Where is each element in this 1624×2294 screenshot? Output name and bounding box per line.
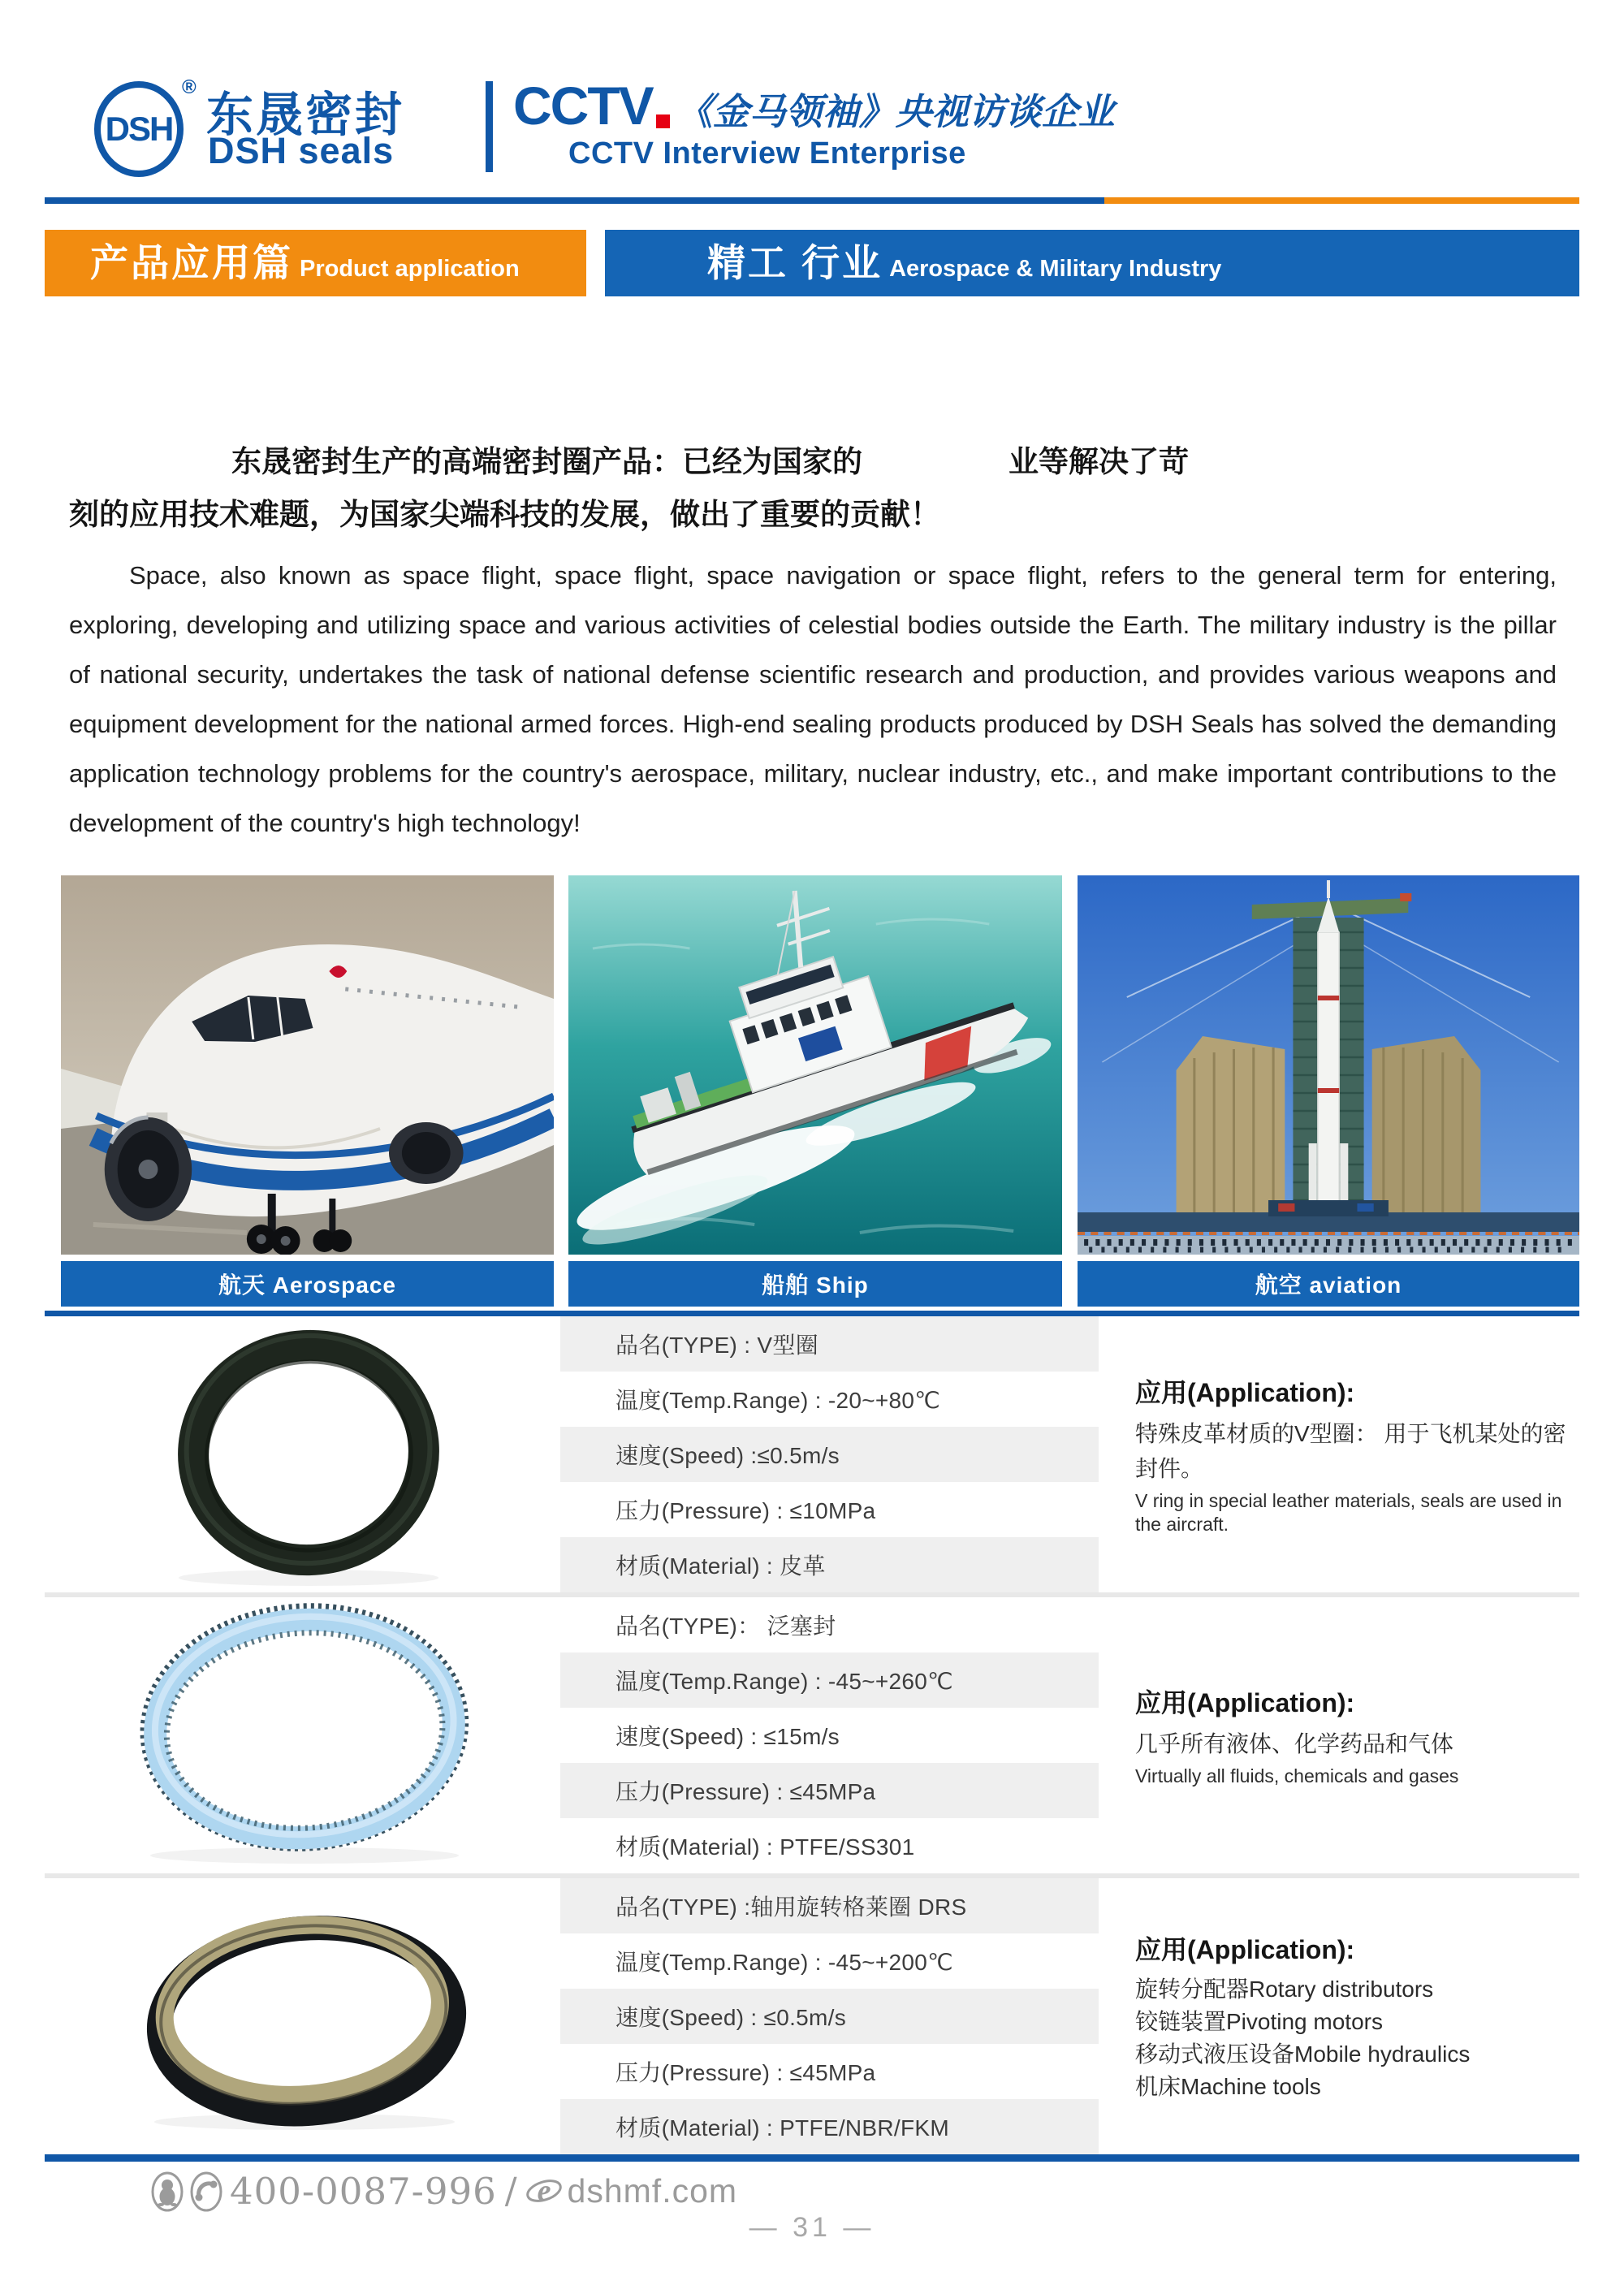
spec-text: 温度(Temp.Range) : -20~+80℃ [615, 1388, 941, 1413]
cctv-logo: CCTV [513, 76, 653, 136]
v-ring-illustration [61, 1316, 556, 1592]
rocket-illustration [1078, 875, 1579, 1255]
spec-text: 品名(TYPE) :轴用旋转格莱圈 DRS [615, 1894, 967, 1920]
spec-row [560, 1372, 1099, 1427]
footer-separator: / [504, 2171, 517, 2212]
spring-seal-illustration [61, 1597, 556, 1873]
page-number: — 31 — [749, 2212, 875, 2243]
spec-row [560, 1652, 1099, 1708]
phone-number: 400-0087-996 [230, 2170, 497, 2213]
application-line: 铰链装置Pivoting motors [1135, 2009, 1383, 2034]
dsh-logo-text: DSH [105, 110, 173, 148]
aviation-photo [1078, 875, 1579, 1255]
spec-text: 温度(Temp.Range) : -45~+200℃ [615, 1950, 953, 1975]
application-spring-seal [1135, 1597, 1578, 1873]
cctv-red-dot-icon [656, 114, 670, 128]
application-title: 应用(Application): [1135, 1688, 1355, 1717]
spec-row [560, 1427, 1099, 1482]
airplane-illustration [61, 875, 554, 1255]
banner-product-application-en: Product application [300, 256, 520, 282]
spec-table-drs [560, 1878, 1099, 2154]
application-drs [1135, 1878, 1578, 2154]
spec-row [560, 1708, 1099, 1763]
headline-line2: 刻的应用技术难题，为国家尖端科技的发展，做出了重要的贡献！ [69, 498, 940, 531]
spec-table-spring-seal [560, 1597, 1099, 1873]
application-title: 应用(Application): [1135, 1378, 1355, 1407]
application-cn: 几乎所有液体、化学药品和气体 [1135, 1731, 1454, 1756]
aerospace-photo [61, 875, 554, 1255]
headline-part-a: 东晟密封生产的高端密封圈产品：已经为国家的 [231, 445, 862, 478]
dsh-logo-circle-icon [94, 81, 184, 177]
ship-illustration [568, 875, 1062, 1255]
svg-text:e: e [537, 2173, 551, 2208]
spec-text: 速度(Speed) : ≤15m/s [615, 1724, 840, 1749]
spec-text: 速度(Speed) : ≤0.5m/s [615, 2005, 847, 2030]
product-row-spring-seal [45, 1597, 1579, 1873]
spec-row [560, 1818, 1099, 1873]
caption-aviation: 航空 aviation [1078, 1261, 1579, 1307]
cctv-brand-line [513, 75, 1115, 136]
spec-text: 温度(Temp.Range) : -45~+260℃ [615, 1669, 953, 1694]
spec-text: 压力(Pressure) : ≤45MPa [615, 2060, 876, 2085]
spec-row [560, 2044, 1099, 2099]
spec-row [560, 1597, 1099, 1652]
spec-row [560, 1763, 1099, 1818]
banner-product-application-cn: 产品应用篇 [90, 241, 293, 284]
phone-icon [189, 2171, 223, 2212]
v-ring-seal-image [61, 1316, 556, 1592]
spec-row [560, 1537, 1099, 1592]
product-row-drs [45, 1878, 1579, 2154]
spec-row [560, 1878, 1099, 1933]
application-line: 旋转分配器Rotary distributors [1135, 1976, 1434, 2002]
spec-row [560, 1482, 1099, 1537]
banner-product-application [45, 230, 586, 296]
spec-table-v-ring [560, 1316, 1099, 1592]
application-line: 机床Machine tools [1135, 2074, 1321, 2099]
drs-seal-image [61, 1878, 556, 2154]
application-title: 应用(Application): [1135, 1935, 1355, 1964]
cctv-program-title: 《金马领袖》央视访谈企业 [676, 91, 1115, 132]
spec-text: 材质(Material) : 皮革 [615, 1553, 826, 1579]
header-rule-blue [45, 197, 1104, 204]
spec-text: 品名(TYPE)： 泛塞封 [615, 1614, 836, 1639]
ie-icon [525, 2173, 563, 2210]
application-cn: 特殊皮革材质的V型圈： 用于飞机某处的密封件。 [1135, 1421, 1566, 1481]
drs-seal-illustration [61, 1878, 556, 2154]
spec-text: 压力(Pressure) : ≤45MPa [615, 1779, 876, 1804]
website: dshmf.com [567, 2172, 738, 2210]
headline-line1 [231, 437, 1189, 481]
caption-ship: 船舶 Ship [568, 1261, 1062, 1307]
intro-paragraph: Space, also known as space flight, space flight, space navigation or space flight, refers to the general term for entering, exploring, developing and utilizing space and various activities of celestial bodies outside the Earth. The military industry is the pillar of national security, undertakes the task of national defense scientific research and production, and provides various weapons and equipment development for the national armed forces. High-end sealing products produced by DSH Seals has solved the demanding application technology problems for the country's aerospace, military, nuclear industry, etc., and make important contributions to the development of the country's high technology! [69, 561, 1557, 837]
caption-aerospace: 航天 Aerospace [61, 1261, 554, 1307]
logo-name-en: DSH seals [208, 130, 395, 171]
spring-seal-image [61, 1597, 556, 1873]
cctv-subtitle: CCTV Interview Enterprise [568, 136, 966, 171]
spec-row [560, 2099, 1099, 2154]
application-line: 移动式液压设备Mobile hydraulics [1135, 2041, 1471, 2067]
header-divider [486, 81, 493, 172]
banner-industry-en: Aerospace & Military Industry [889, 256, 1222, 282]
spec-row [560, 1316, 1099, 1372]
application-en: V ring in special leather materials, seals are used in the aircraft. [1135, 1490, 1562, 1535]
ship-photo [568, 875, 1062, 1255]
spec-row [560, 1989, 1099, 2044]
header-rule-orange [1104, 197, 1579, 204]
application-v-ring [1135, 1316, 1578, 1592]
headline-part-b: 业等解决了苛 [1009, 445, 1189, 478]
spec-text: 材质(Material) : PTFE/NBR/FKM [615, 2115, 950, 2141]
spec-row [560, 1933, 1099, 1989]
logo-name-cn: 东晟密封 [206, 89, 405, 141]
application-en: Virtually all fluids, chemicals and gases [1135, 1765, 1459, 1786]
footer-contact [150, 2170, 737, 2213]
spec-text: 速度(Speed) :≤0.5m/s [615, 1443, 840, 1468]
qq-icon [150, 2171, 184, 2212]
banner-industry [605, 230, 1579, 296]
header-rule [45, 197, 1579, 204]
product-row-v-ring [45, 1316, 1579, 1592]
spec-text: 压力(Pressure) : ≤10MPa [615, 1498, 876, 1523]
spec-text: 品名(TYPE) : V型圈 [615, 1333, 818, 1358]
section-rule [45, 1311, 1579, 1316]
banner-industry-cn: 精工 行业 [707, 241, 883, 284]
spec-text: 材质(Material) : PTFE/SS301 [615, 1834, 915, 1860]
footer-rule [45, 2154, 1579, 2162]
registered-trademark: ® [182, 76, 197, 98]
